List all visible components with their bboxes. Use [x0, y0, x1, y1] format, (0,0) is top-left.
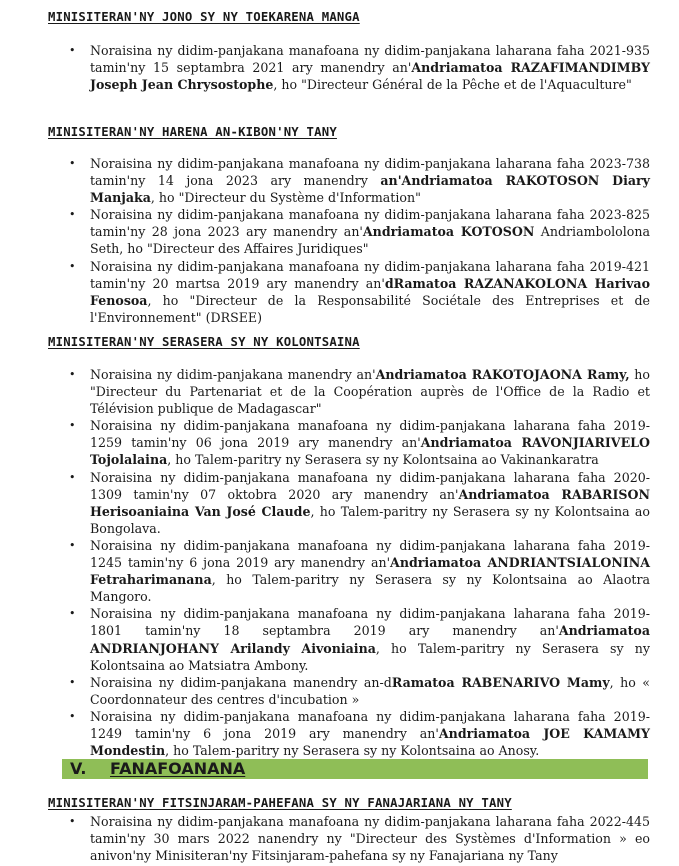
item-text: , ho Talem-paritry ny Serasera sy ny Kolontsaina ao Vakinankaratra: [167, 452, 599, 468]
item-text: , ho Talem-paritry ny Serasera sy ny Kolontsaina ao Alaotra Mangoro.: [90, 572, 650, 605]
person-name: Andriamatoa KOTOSON: [362, 224, 535, 240]
part-title: FANAFOANANA: [110, 759, 246, 778]
item-text: Noraisina ny didim-panjakana manafoana ny didim-panjakana laharana faha 2022-445 tamin'ny 30 mars 2022 nanendry ny "Directeur des Systèmes d'Information » eo anivon'ny Minisiteran'ny Fitsinjaram-pahefana sy ny Fanajariana ny Tany: [90, 814, 650, 864]
section-heading-harena: MINISITERAN'NY HARENA AN-KIBON'NY TANY: [48, 125, 337, 139]
item-text: Noraisina ny didim-panjakana manafoana ny didim-panjakana laharana faha 2023-738 tamin'ny 14 jona 2023 ary manendry: [90, 156, 650, 189]
person-name: Ramatoa RABENARIVO Mamy: [391, 674, 610, 690]
bullet-icon: •: [69, 538, 76, 552]
item-text: Noraisina ny didim-panjakana manafoana ny didim-panjakana laharana faha 2021-935 tamin'ny 15 septambra 2021 ary manendry an': [90, 43, 650, 76]
bullet-icon: •: [69, 675, 76, 689]
item-text: Noraisina ny didim-panjakana manafoana ny didim-panjakana laharana faha 2019-421 tamin'ny 20 martsa 2019 ary manendry an': [90, 258, 650, 291]
person-name: Andriamatoa ANDRIANJOHANY Arilandy Aivoniaina: [90, 623, 650, 656]
item-text: Noraisina ny didim-panjakana manafoana ny didim-panjakana laharana faha 2019-1245 tamin'ny 6 jona 2019 ary manendry an': [90, 537, 650, 571]
item-text: Noraisina ny didim-panjakana manendry an-d: [90, 674, 392, 690]
person-name: Andriamatoa ANDRIANTSIALONINA Fetraharimanana: [90, 555, 651, 588]
item-text: , ho « Coordonnateur des centres d'incubation »: [90, 674, 650, 707]
item-text: Noraisina ny didim-panjakana manafoana ny didim-panjakana laharana faha 2020-1309 tamin'ny 07 oktobra 2020 ary manendry an': [90, 469, 650, 502]
person-name: Andriamatoa RAKOTOJAONA Ramy,: [375, 367, 630, 382]
part-number: V.: [70, 759, 87, 778]
item-text: Noraisina ny didim-panjakana manendry an': [90, 367, 376, 382]
bullet-icon: •: [69, 815, 76, 828]
item-text: , ho Talem-paritry ny Serasera sy ny Kolontsaina ao Bongolava.: [90, 503, 650, 536]
part-heading-bar: [62, 759, 648, 779]
list-item: [69, 813, 650, 864]
person-name: Andriamatoa RABARISON Herisoaniaina Van José Claude: [90, 486, 650, 519]
item-text: , ho "Directeur de la Responsabilité Sociétale des Entreprises et de l'Environnement" (DRSEE): [90, 292, 650, 325]
list-jono: [0, 42, 650, 93]
item-text: , ho Talem-paritry ny Serasera sy ny Kolontsaina ao Anosy.: [165, 743, 540, 759]
person-name: Andriamatoa RAVONJIARIVELO Tojolalaina: [90, 435, 650, 468]
item-text: Noraisina ny didim-panjakana manafoana ny didim-panjakana laharana faha 2019-1801 tamin'ny 18 septambra 2019 ary manendry an': [90, 606, 650, 639]
list-item: [69, 708, 651, 759]
list-item: [69, 258, 650, 326]
item-text: Noraisina ny didim-panjakana manafoana ny didim-panjakana laharana faha 2023-825 tamin'ny 28 jona 2023 ary manendry an': [90, 207, 650, 240]
bullet-icon: •: [69, 368, 76, 381]
person-name: Andriamatoa RAZAFIMANDIMBY Joseph Jean Chrysostophe: [90, 60, 650, 93]
person-name: Andriamatoa JOE KAMAMY Mondestin: [90, 725, 651, 759]
list-item: [69, 674, 650, 708]
item-text: Noraisina ny didim-panjakana manafoana ny didim-panjakana laharana faha 2019-1249 tamin'ny 6 jona 2019 ary manendry an': [90, 708, 650, 741]
section-heading-fitsinjaram-pahefana: MINISITERAN'NY FITSINJARAM-PAHEFANA SY NY FANAJARIANA NY TANY: [48, 796, 512, 810]
item-text: , ho "Directeur du Système d'Information": [150, 190, 421, 206]
list-fitsinjaram-pahefana: [0, 813, 650, 864]
list-item: [69, 366, 651, 417]
bullet-icon: •: [69, 470, 76, 484]
item-text: , ho Talem-paritry ny Serasera sy ny Kolontsaina ao Matsiatra Ambony.: [90, 640, 650, 673]
bullet-icon: •: [69, 44, 76, 57]
section-heading-serasera: MINISITERAN'NY SERASERA SY NY KOLONTSAINA: [48, 335, 360, 349]
list-serasera: [0, 366, 650, 759]
list-item: [69, 206, 650, 257]
bullet-icon: •: [69, 709, 76, 723]
person-name: an'Andriamatoa RAKOTOSON Diary Manjaka: [90, 173, 650, 206]
section-heading-jono: MINISITERAN'NY JONO SY NY TOEKARENA MANGA: [48, 10, 360, 24]
person-name: dRamatoa RAZANAKOLONA Harivao Fenosoa: [90, 275, 650, 308]
list-item: [69, 605, 650, 673]
list-harena: [0, 155, 650, 326]
list-item: [69, 155, 650, 206]
bullet-icon: •: [69, 419, 76, 433]
item-text: , ho "Directeur Général de la Pêche et de l'Aquaculture": [273, 77, 632, 93]
item-text: ho "Directeur du Partenariat et de la Coopération auprès de l'Office de la Radio et Télévision publique de Madagascar": [90, 367, 651, 417]
list-item: [69, 42, 650, 93]
list-item: [69, 417, 650, 468]
list-item: [69, 537, 651, 605]
bullet-icon: •: [69, 208, 76, 222]
bullet-icon: •: [69, 259, 76, 273]
item-text: Andriambololona Seth, ho "Directeur des Affaires Juridiques": [90, 224, 650, 257]
bullet-icon: •: [69, 157, 76, 170]
bullet-icon: •: [69, 607, 76, 621]
item-text: Noraisina ny didim-panjakana manafoana ny didim-panjakana laharana faha 2019-1259 tamin'ny 06 jona 2019 ary manendry an': [90, 418, 650, 451]
list-item: [69, 469, 650, 537]
